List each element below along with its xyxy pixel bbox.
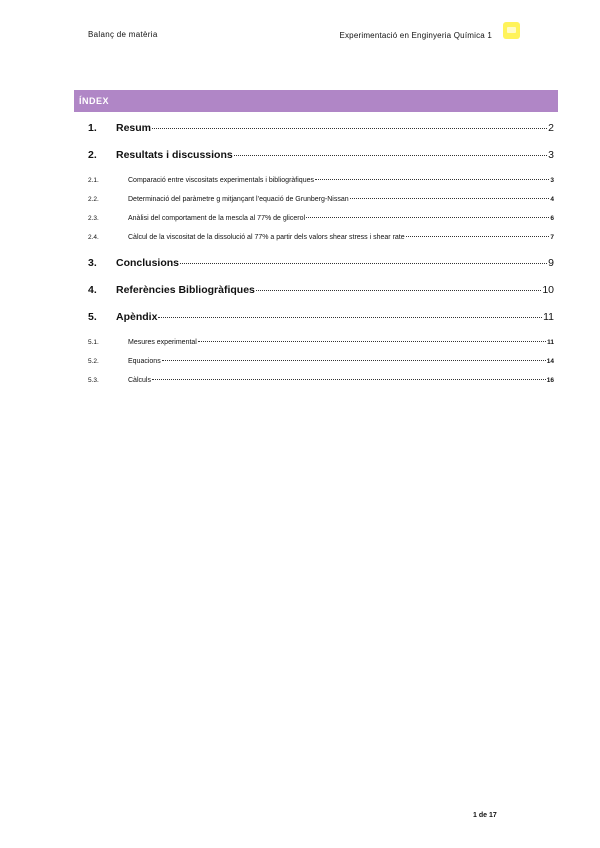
toc-leader <box>158 317 542 318</box>
toc-number: 5. <box>88 311 97 323</box>
toc-number: 3. <box>88 257 97 269</box>
toc-entry-5-2[interactable] <box>88 358 554 365</box>
toc-page: 2 <box>548 122 554 134</box>
toc-title: Mesures experimental <box>128 339 197 346</box>
toc-number: 5.2. <box>88 358 99 365</box>
toc-page: 9 <box>548 257 554 269</box>
toc-entry-5-3[interactable] <box>88 377 554 384</box>
toc-entry-resum[interactable] <box>88 122 554 134</box>
toc-title: Conclusions <box>116 257 180 269</box>
toc-title: Equacions <box>128 358 161 365</box>
toc-number: 4. <box>88 284 97 296</box>
toc-title: Càlcul de la viscositat de la dissolució al 77% a partir dels valors shear stress i shear rate <box>128 234 405 241</box>
toc-title: Determinació del paràmetre g mitjançant l’equació de Grunberg-Nissan <box>128 196 349 203</box>
toc-page: 3 <box>550 177 554 184</box>
toc-title: Anàlisi del comportament de la mescla al 77% de glicerol <box>128 215 306 222</box>
toc-leader <box>152 128 547 129</box>
toc-page: 14 <box>546 358 554 365</box>
toc-page: 7 <box>550 234 554 241</box>
toc-entry-referencies[interactable] <box>88 284 554 296</box>
toc-leader <box>256 290 541 291</box>
toc-title: Referències Bibliogràfiques <box>116 284 255 296</box>
toc-page: 4 <box>550 196 554 203</box>
toc-title: Comparació entre viscositats experimentals i bibliogràfiques <box>128 177 314 184</box>
toc-title: Resultats i discussions <box>116 149 233 161</box>
toc-number: 2.1. <box>88 177 99 184</box>
toc-entry-2-2[interactable] <box>88 196 554 203</box>
toc-title: Càlculs <box>128 377 151 384</box>
toc-number: 1. <box>88 122 97 134</box>
toc-number: 2.4. <box>88 234 99 241</box>
toc-page: 3 <box>548 149 554 161</box>
toc-leader <box>152 379 546 380</box>
page-number: 1 de 17 <box>473 812 497 819</box>
toc-page: 11 <box>547 339 554 346</box>
toc-page: 11 <box>543 311 554 323</box>
toc-entry-5-1[interactable] <box>88 339 554 346</box>
toc-number: 5.1. <box>88 339 99 346</box>
toc-entry-apendix[interactable] <box>88 311 554 323</box>
toc-leader <box>234 155 547 156</box>
toc-entry-resultats[interactable] <box>88 149 554 161</box>
toc-leader <box>350 198 550 199</box>
logo-icon <box>503 22 520 39</box>
header-right-title: Experimentació en Enginyeria Química 1 <box>339 31 492 40</box>
toc-leader <box>406 236 550 237</box>
toc-number: 2.3. <box>88 215 99 222</box>
toc-title: Resum <box>116 122 152 134</box>
toc-number: 5.3. <box>88 377 99 384</box>
toc-number: 2. <box>88 149 97 161</box>
toc-entry-conclusions[interactable] <box>88 257 554 269</box>
index-heading: ÍNDEX <box>74 90 558 112</box>
toc-page: 16 <box>546 377 554 384</box>
toc-title: Apèndix <box>116 311 158 323</box>
toc-leader <box>180 263 547 264</box>
toc-leader <box>315 179 549 180</box>
toc-number: 2.2. <box>88 196 99 203</box>
toc-page: 6 <box>550 215 554 222</box>
toc-leader <box>198 341 546 342</box>
toc-leader <box>306 217 549 218</box>
header-left-title: Balanç de matèria <box>88 30 158 39</box>
toc-entry-2-3[interactable] <box>88 215 554 222</box>
toc-page: 10 <box>542 284 554 296</box>
toc-entry-2-4[interactable] <box>88 234 554 241</box>
toc-entry-2-1[interactable] <box>88 177 554 184</box>
toc-leader <box>162 360 546 361</box>
